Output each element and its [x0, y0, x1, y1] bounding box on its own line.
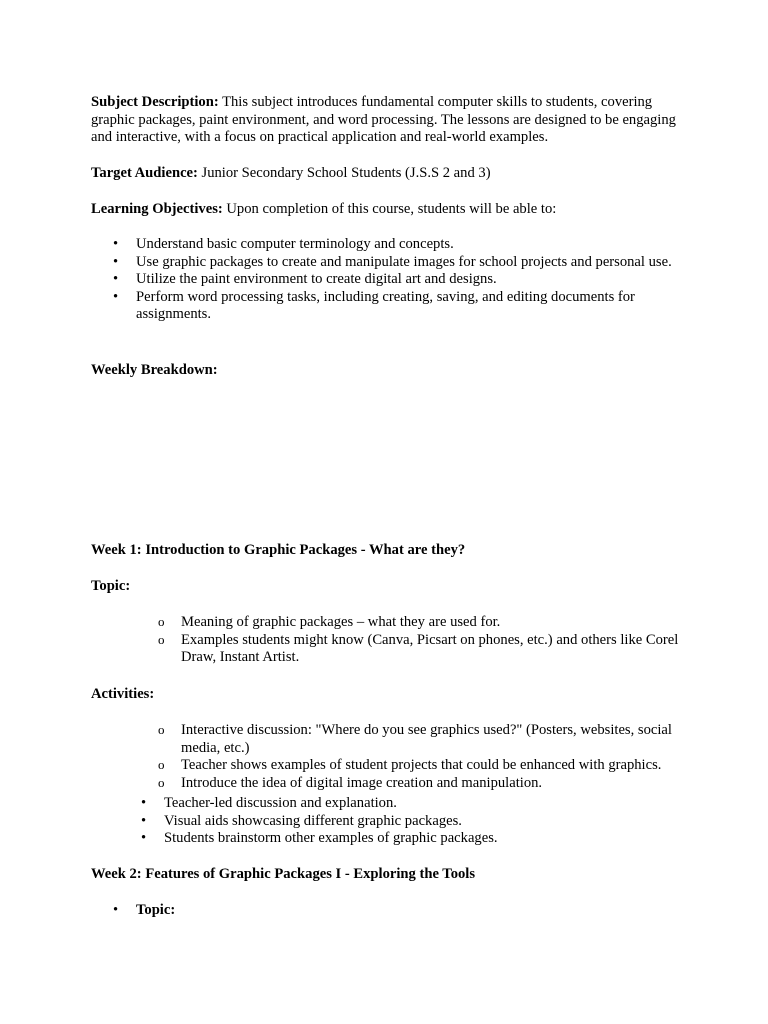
target-audience — [91, 165, 681, 183]
week1-heading: Week 1: Introduction to Graphic Packages - What are they? — [91, 542, 466, 558]
week1-activities-label: Activities: — [91, 686, 155, 702]
subject-description-label: Subject Description: — [91, 94, 219, 110]
week1-activity-bullets — [91, 795, 681, 848]
list-item — [91, 902, 681, 920]
learning-objectives-label: Learning Objectives: — [91, 201, 223, 217]
list-item: o Teacher shows examples of student projects that could be enhanced with graphics. — [91, 757, 691, 775]
list-item: o Interactive discussion: "Where do you see graphics used?" (Posters, websites, social media, etc.) — [91, 722, 691, 757]
target-audience-label: Target Audience: — [91, 165, 198, 181]
week1-topic-label: Topic: — [91, 578, 131, 594]
week2-heading: Week 2: Features of Graphic Packages I - Exploring the Tools — [91, 866, 476, 882]
week1-activities-list — [91, 722, 691, 792]
weekly-breakdown-heading: Weekly Breakdown: — [91, 362, 218, 378]
week1-topic-list — [91, 614, 691, 667]
objectives-list — [91, 236, 681, 324]
list-item: • Teacher-led discussion and explanation. — [91, 795, 681, 813]
week2-topic-label: Topic: — [136, 902, 176, 918]
list-item: o Meaning of graphic packages – what they are used for. — [91, 614, 691, 632]
subject-description — [91, 94, 681, 147]
list-item: o Examples students might know (Canva, Picsart on phones, etc.) and others like Corel Draw, Instant Artist. — [91, 632, 691, 667]
week2-topic-list — [91, 902, 681, 920]
learning-objectives-text: Upon completion of this course, students will be able to: — [222, 201, 557, 217]
list-item: • Perform word processing tasks, including creating, saving, and editing documents for assignments. — [91, 289, 681, 324]
target-audience-text: Junior Secondary School Students (J.S.S 2 and 3) — [197, 165, 491, 181]
list-item: • Understand basic computer terminology and concepts. — [91, 236, 681, 254]
list-item: • Use graphic packages to create and manipulate images for school projects and personal use. — [91, 254, 681, 272]
list-item: • Utilize the paint environment to create digital art and designs. — [91, 271, 681, 289]
list-item: o Introduce the idea of digital image creation and manipulation. — [91, 775, 691, 793]
list-item: • Visual aids showcasing different graphic packages. — [91, 813, 681, 831]
learning-objectives — [91, 201, 681, 219]
list-item: • Students brainstorm other examples of graphic packages. — [91, 830, 681, 848]
subject-description-text: This subject introduces fundamental computer skills to students, covering graphic packages, paint environment, and word processing. The lessons are designed to be engaging and interactive, with a focus on practical application and real-world examples. — [91, 94, 676, 145]
